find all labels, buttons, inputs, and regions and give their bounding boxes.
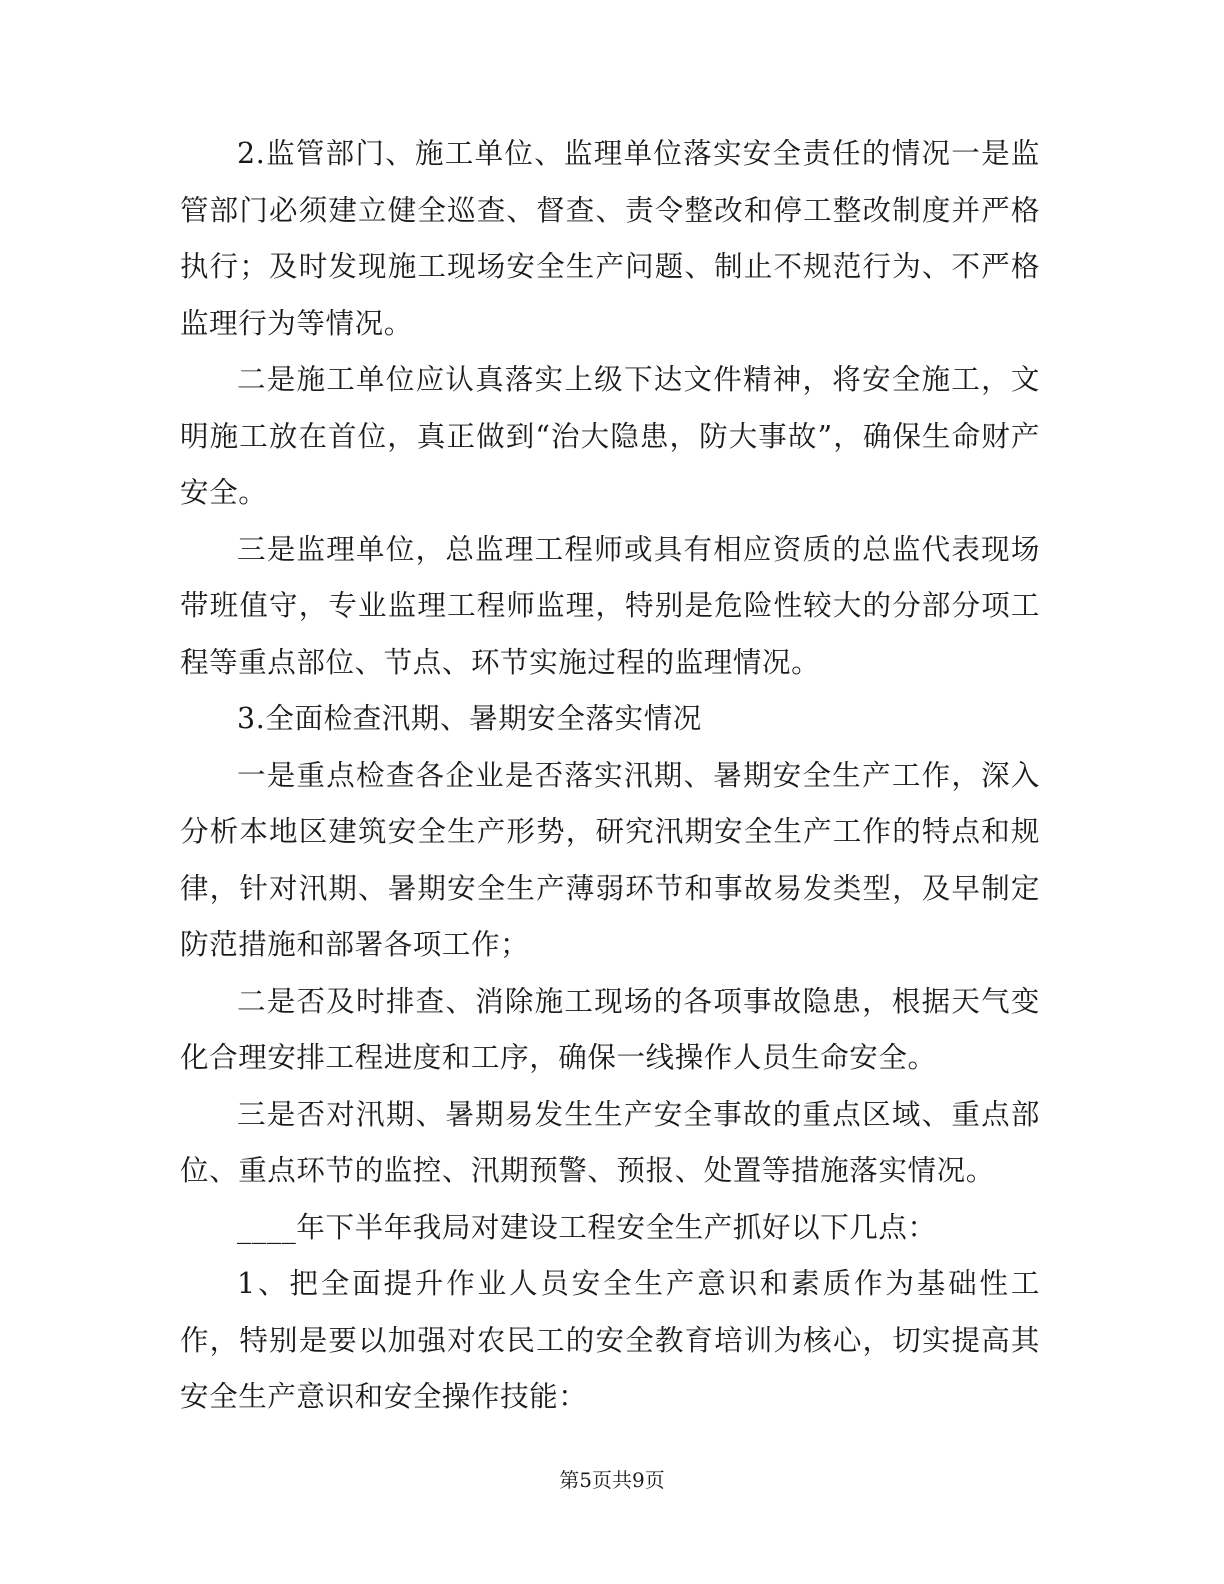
paragraph-hazard-removal: 二是否及时排查、消除施工现场的各项事故隐患，根据天气变化合理安排工程进度和工序，确保一线操作人员生命安全。 [180,984,1040,1074]
paragraph-monitoring-measures: 三是否对汛期、暑期易发生生产安全事故的重点区域、重点部位、重点环节的监控、汛期预警、预报、处置等措施落实情况。 [180,1097,1040,1187]
paragraph-worker-training: 1、把全面提升作业人员安全生产意识和素质作为基础性工作，特别是要以加强对农民工的安全教育培训为核心，切实提高其安全生产意识和安全操作技能： [180,1267,1040,1413]
paragraph-construction-unit: 二是施工单位应认真落实上级下达文件精神，将安全施工，文明施工放在首位，真正做到“治大隐患，防大事故”，确保生命财产安全。 [180,363,1040,509]
document-body [180,126,1040,1426]
page-number: 第5页共9页 [559,1468,665,1492]
paragraph-second-half-plan: ____年下半年我局对建设工程安全生产抓好以下几点： [237,1210,937,1244]
section-heading-flood-summer: 3.全面检查汛期、暑期安全落实情况 [237,702,702,735]
paragraph-supervision-unit: 三是监理单位，总监理工程师或具有相应资质的总监代表现场带班值守，专业监理工程师监理，特别是危险性较大的分部分项工程等重点部位、节点、环节实施过程的监理情况。 [180,532,1040,679]
paragraph-supervision-responsibility: 2.监管部门、施工单位、监理单位落实安全责任的情况一是监管部门必须建立健全巡查、督查、责令整改和停工整改制度并严格执行；及时发现施工现场安全生产问题、制止不规范行为、不严格监理行为等情况。 [180,137,1040,340]
paragraph-key-inspection: 一是重点检查各企业是否落实汛期、暑期安全生产工作，深入分析本地区建筑安全生产形势，研究汛期安全生产工作的特点和规律，针对汛期、暑期安全生产薄弱环节和事故易发类型，及早制定防范措施和部署各项工作； [180,758,1040,961]
